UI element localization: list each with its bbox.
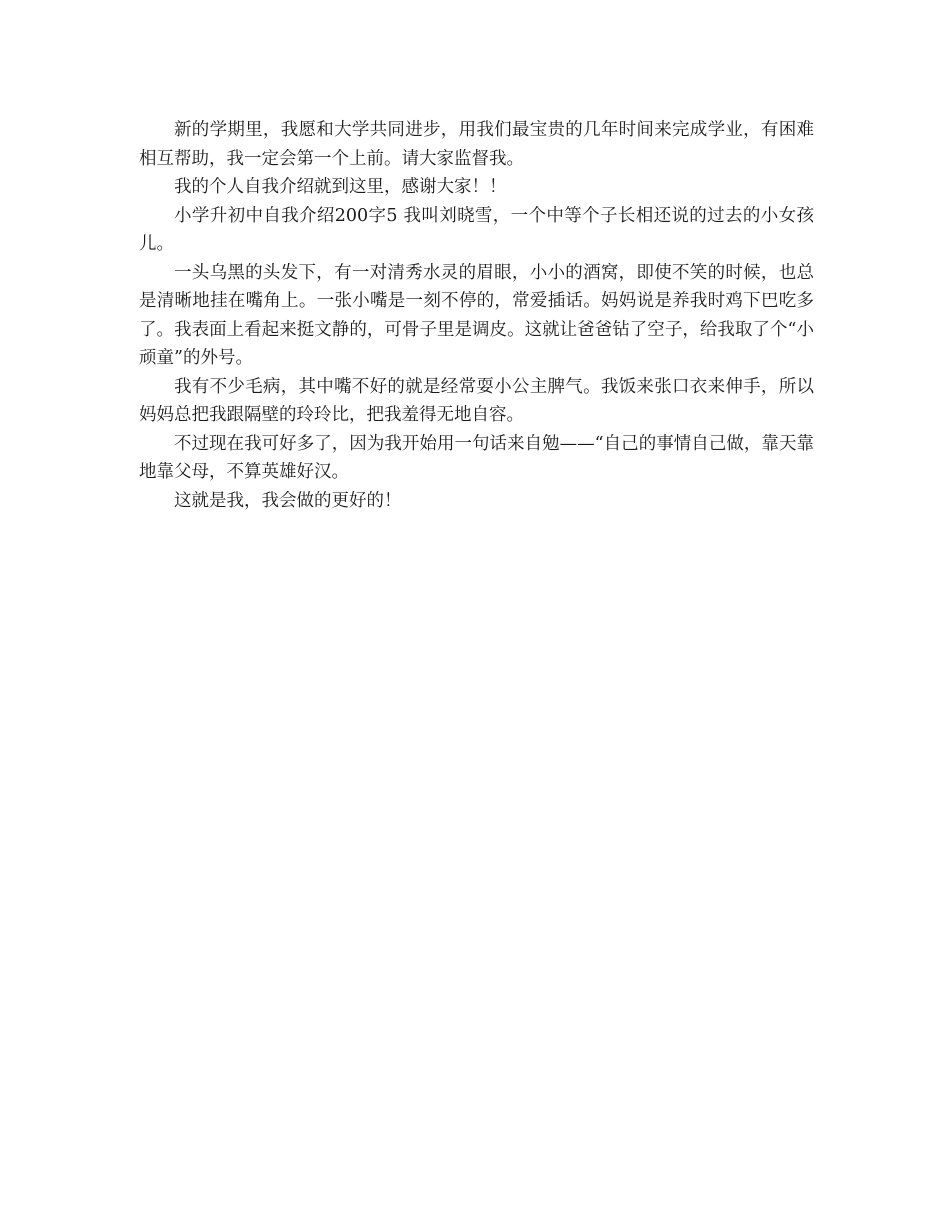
paragraph: 小学升初中自我介绍200字5 我叫刘晓雪，一个中等个子长相还说的过去的小女孩儿。 xyxy=(139,205,814,254)
paragraph: 我的个人自我介绍就到这里，感谢大家！！ xyxy=(174,177,507,197)
paragraph: 新的学期里，我愿和大学共同进步，用我们最宝贵的几年时间来完成学业，有困难相互帮助，我一定会第一个上前。请大家监督我。 xyxy=(139,120,814,169)
paragraph: 我有不少毛病，其中嘴不好的就是经常耍小公主脾气。我饭来张口衣来伸手，所以妈妈总把我跟隔壁的玲玲比，把我羞得无地自容。 xyxy=(139,376,814,425)
paragraph: 这就是我，我会做的更好的！ xyxy=(174,490,402,511)
paragraph: 不过现在我可好多了，因为我开始用一句话来自勉——“自己的事情自己做，靠天靠地靠父母，不算英雄好汉。 xyxy=(139,433,814,482)
paragraph: 一头乌黑的头发下，有一对清秀水灵的眉眼，小小的酒窝，即使不笑的时候，也总是清晰地挂在嘴角上。一张小嘴是一刻不停的，常爱插话。妈妈说是养我时鸡下巴吃多了。我表面上看起来挺文静的，可骨子里是调皮。这就让爸爸钻了空子，给我取了个“小顽童”的外号。 xyxy=(139,262,814,368)
document-body xyxy=(139,116,814,515)
